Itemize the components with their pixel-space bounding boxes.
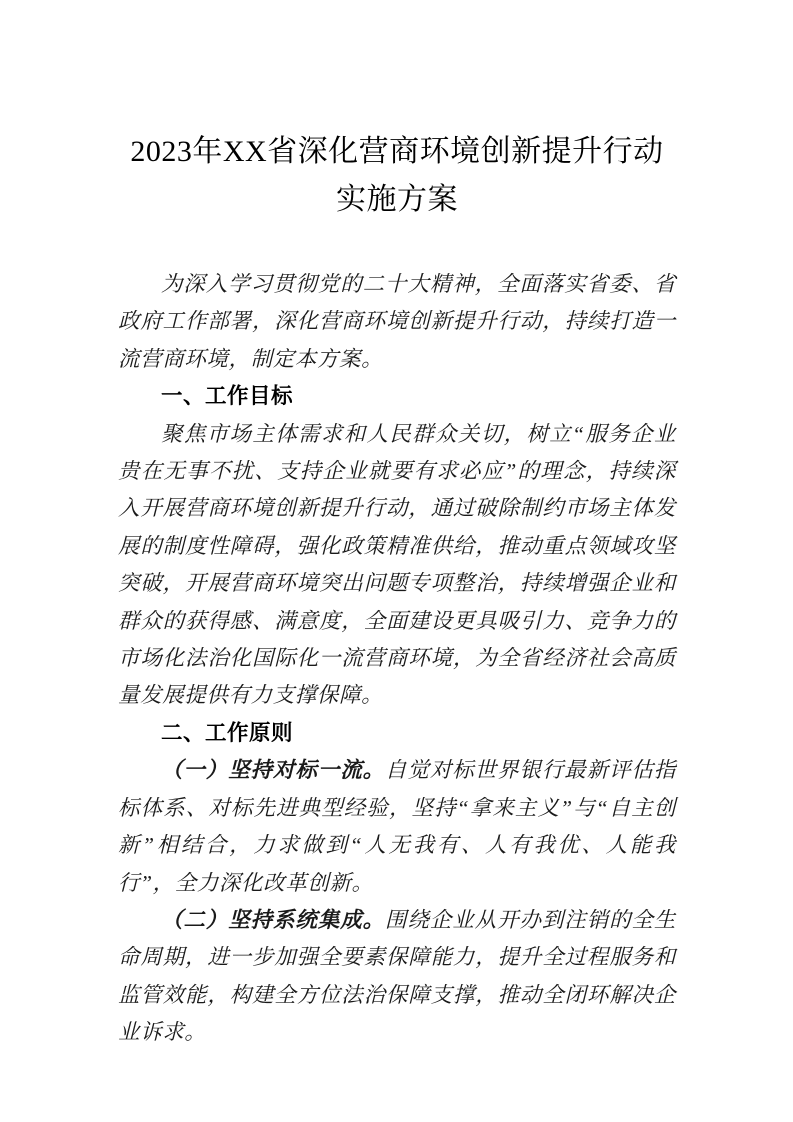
page-title-text: 2023年XX省深化营商环境创新提升行动实施方案 [130, 135, 664, 216]
principle-two-body: 围绕企业从开办到注销的全生命周期，进一步加强全要素保障能力，提升全过程服务和监管效能，构建全方位法治保障支撑，推动全闭环解决企业诉求。 [118, 907, 676, 1045]
document-body [118, 0, 676, 1052]
principle-one-paragraph [118, 752, 676, 902]
section-heading-work-goals: 一、工作目标 [161, 384, 294, 409]
intro-paragraph: 为深入学习贯彻党的二十大精神，全面落实省委、省政府工作部署，深化营商环境创新提升行动，持续打造一流营商环境，制定本方案。 [118, 272, 676, 371]
page-title [118, 0, 676, 224]
title-spacer [118, 224, 676, 266]
principle-two-paragraph [118, 902, 676, 1052]
principle-one-body: 自觉对标世界银行最新评估指标体系、对标先进典型经验，坚持“拿来主义”与“自主创新”相结合，力求做到“人无我有、人有我优、人能我行”，全力深化改革创新。 [118, 758, 676, 895]
principle-two-lead: （二）坚持系统集成。 [161, 907, 386, 932]
section-heading-work-principles: 二、工作原则 [161, 720, 294, 745]
principle-one-lead: （一）坚持对标一流。 [161, 758, 386, 783]
work-goals-paragraph: 聚焦市场主体需求和人民群众关切，树立“服务企业贵在无事不扰、支持企业就要有求必应”的理念，持续深入开展营商环境创新提升行动，通过破除制约市场主体发展的制度性障碍，强化政策精准供给，推动重点领域攻坚突破，开展营商环境突出问题专项整治，持续增强企业和群众的获得感、满意度，全面建设更具吸引力、竞争力的市场化法治化国际化一流营商环境，为全省经济社会高质量发展提供有力支撑保障。 [118, 421, 676, 708]
